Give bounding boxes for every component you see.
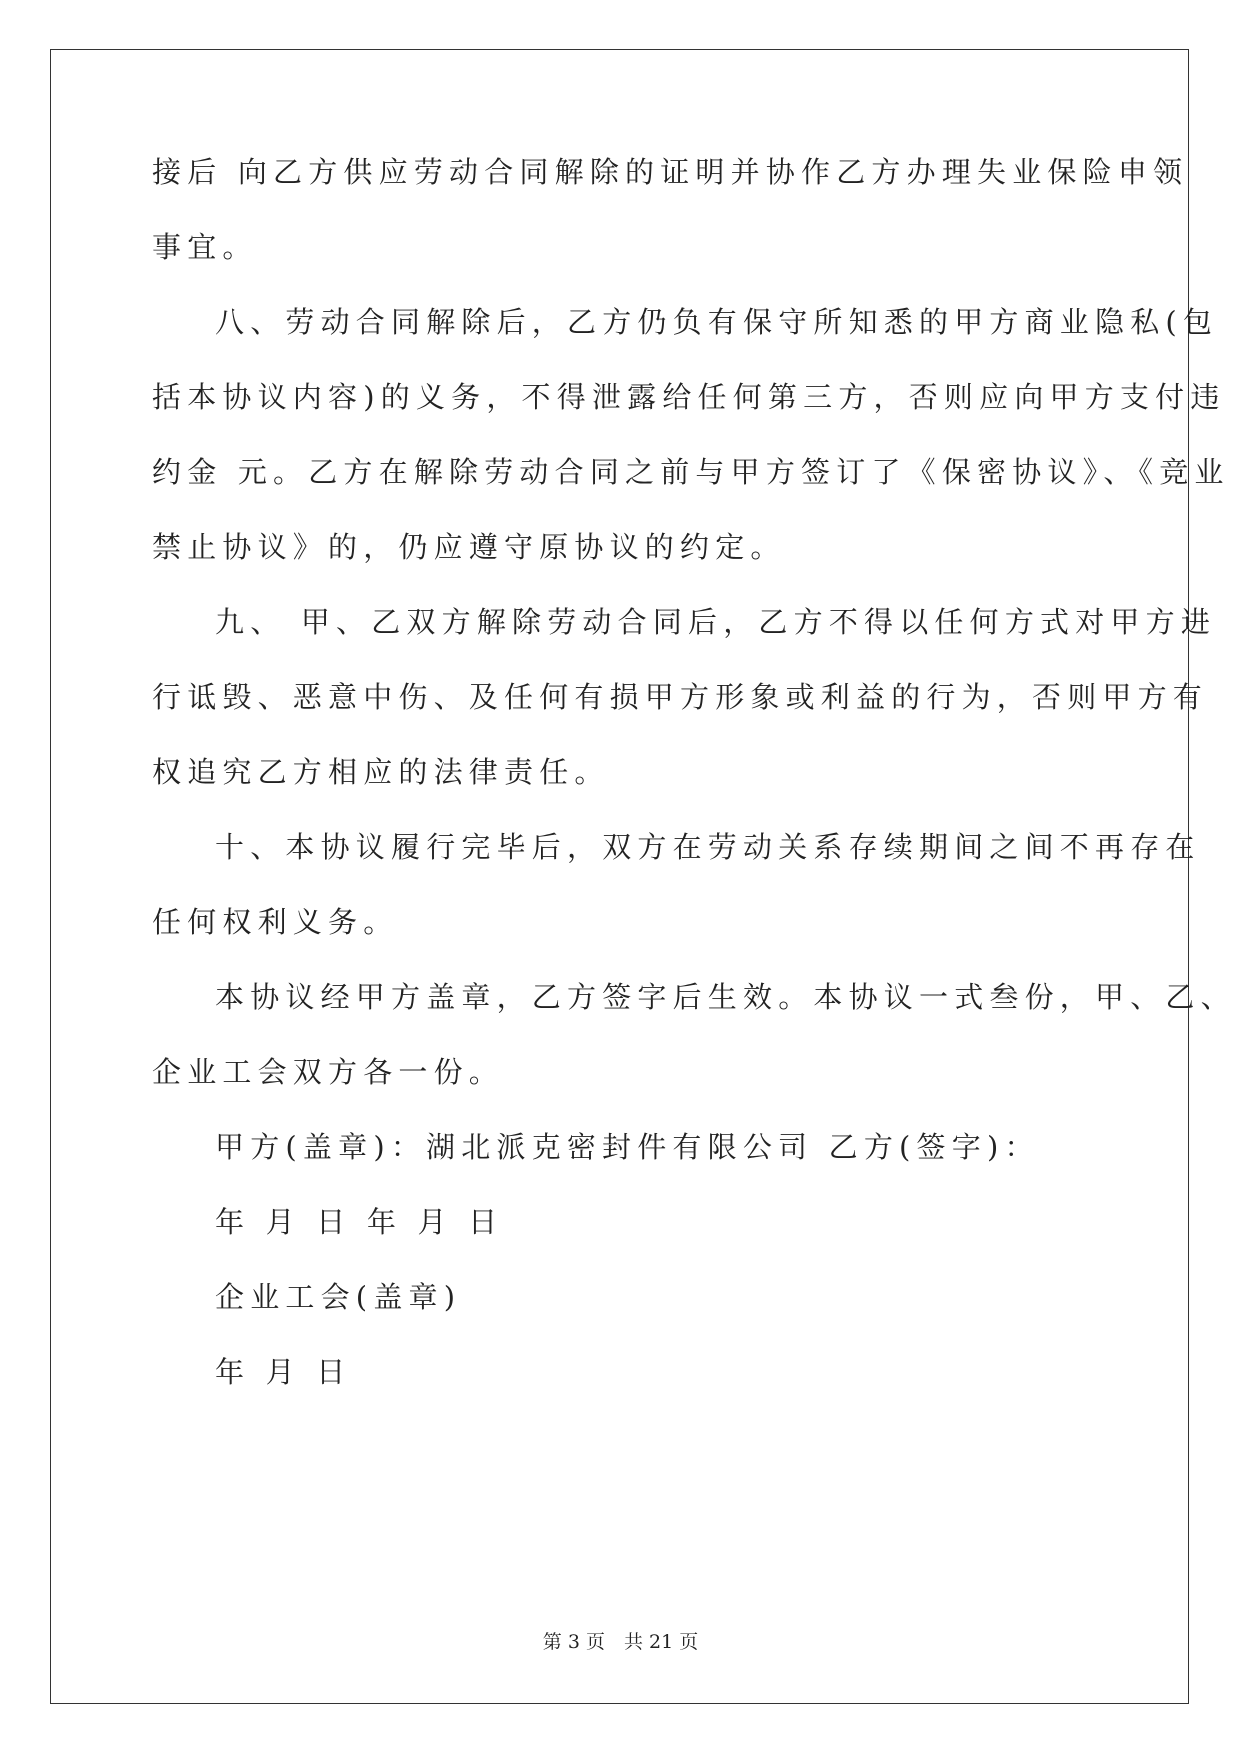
clause-8-line-4: 禁止协议》的，仍应遵守原协议的约定。 bbox=[152, 530, 786, 564]
text-line-1: 接后 向乙方供应劳动合同解除的证明并协作乙方办理失业保险申领 bbox=[152, 155, 1189, 189]
page-number-footer: 第 3 页 共 21 页 bbox=[542, 1631, 699, 1653]
clause-9-line-1: 九、 甲、乙双方解除劳动合同后，乙方不得以任何方式对甲方进 bbox=[215, 605, 1217, 639]
clause-9-line-3: 权追究乙方相应的法律责任。 bbox=[152, 755, 610, 789]
clause-9-line-2: 行诋毁、恶意中伤、及任何有损甲方形象或利益的行为，否则甲方有 bbox=[152, 680, 1209, 714]
signature-dates-line: 年 月 日 年 月 日 bbox=[215, 1205, 504, 1239]
clause-10-line-1: 十、本协议履行完毕后，双方在劳动关系存续期间之间不再存在 bbox=[215, 830, 1201, 864]
page-border bbox=[50, 49, 1189, 1704]
effect-line-2: 企业工会双方各一份。 bbox=[152, 1055, 505, 1089]
signature-parties-line: 甲方(盖章)：湖北派克密封件有限公司 乙方(签字)： bbox=[215, 1130, 1040, 1164]
effect-line-1: 本协议经甲方盖章，乙方签字后生效。本协议一式叁份，甲、乙、 bbox=[215, 980, 1236, 1014]
clause-10-line-2: 任何权利义务。 bbox=[152, 905, 399, 939]
clause-8-line-3: 约金 元。乙方在解除劳动合同之前与甲方签订了《保密协议》、《竞业 bbox=[152, 455, 1230, 489]
text-line-2: 事宜。 bbox=[152, 230, 258, 264]
clause-8-line-1: 八、劳动合同解除后，乙方仍负有保守所知悉的甲方商业隐私(包 bbox=[215, 305, 1219, 339]
clause-8-line-2: 括本协议内容)的义务，不得泄露给任何第三方，否则应向甲方支付违 bbox=[152, 380, 1226, 414]
union-seal-line: 企业工会(盖章) bbox=[215, 1280, 462, 1314]
union-date-line: 年 月 日 bbox=[215, 1355, 352, 1389]
